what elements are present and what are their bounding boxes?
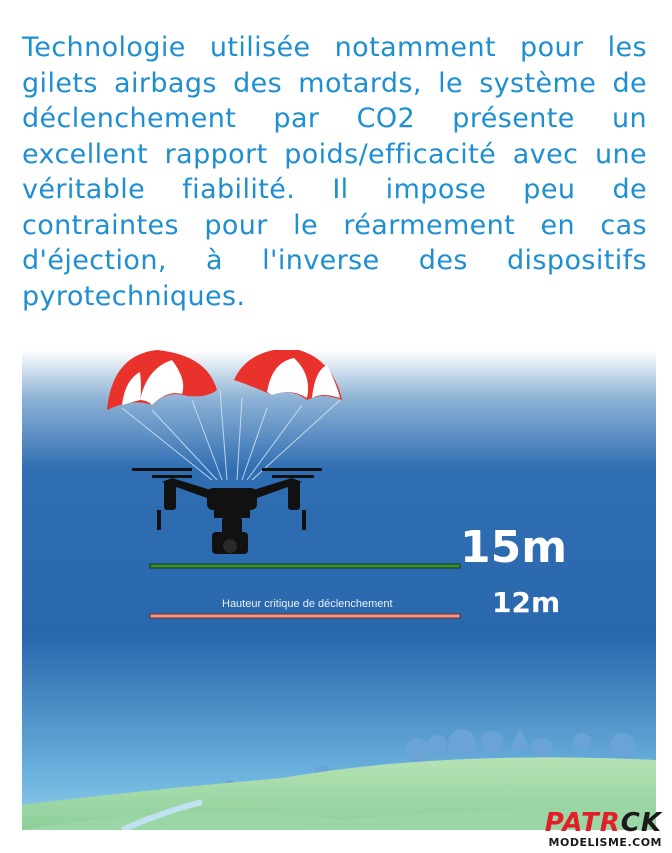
line-12m — [150, 614, 460, 618]
logo-text-red: PATR — [544, 808, 621, 838]
line-15m — [150, 564, 460, 568]
brand-logo — [545, 810, 662, 849]
scene-svg — [22, 350, 656, 830]
intro-paragraph: Technologie utilisée notamment pour les gilets airbags des motards, le système de déclenchement par CO2 présente un excellent rapport poids/efficacité avec une véritable fiabilité. Il impose peu de contraintes pour le réarmement en cas d'éjection, à l'inverse des dispositifs pyrotechniques. — [22, 32, 647, 312]
critical-height-caption: Hauteur critique de déclenchement — [222, 598, 393, 610]
logo-subtitle: MODELISME.COM — [548, 836, 662, 849]
illustration-scene — [22, 350, 656, 830]
height-label-12m: 12m — [492, 586, 561, 619]
logo-text-dark: CK — [620, 808, 662, 838]
height-label-15m: 15m — [460, 522, 568, 573]
